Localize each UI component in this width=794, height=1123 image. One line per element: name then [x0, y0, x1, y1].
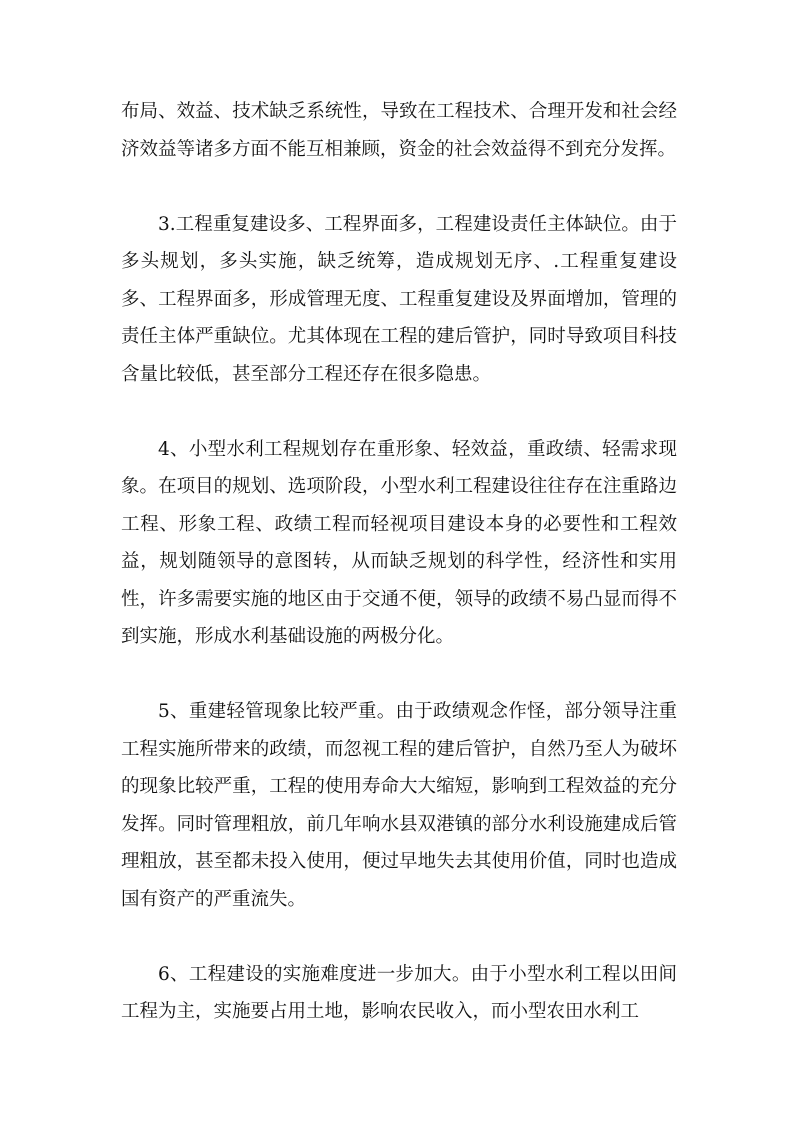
paragraph-item-6: 6、工程建设的实施难度进一步加大。由于小型水利工程以田间工程为主，实施要占用土地，影响农民收入，而小型农田水利工 [121, 963, 677, 1022]
document-body [121, 93, 677, 1031]
paragraph-item-3: 3.工程重复建设多、工程界面多，工程建设责任主体缺位。由于多头规划，多头实施，缺乏统筹，造成规划无序、.工程重复建设多、工程界面多，形成管理无度、工程重复建设及界面增加，管理的责任主体严重缺位。尤其体现在工程的建后管护，同时导致项目科技含量比较低，甚至部分工程还存在很多隐患。 [121, 213, 677, 385]
paragraph-item-5: 5、重建轻管现象比较严重。由于政绩观念作怪，部分领导注重工程实施所带来的政绩，而忽视工程的建后管护，自然乃至人为破坏的现象比较严重，工程的使用寿命大大缩短，影响到工程效益的充分发挥。同时管理粗放，前几年响水县双港镇的部分水利设施建成后管理粗放，甚至都未投入使用，便过早地失去其使用价值，同时也造成国有资产的严重流失。 [121, 701, 677, 910]
paragraph-continuation: 布局、效益、技术缺乏系统性，导致在工程技术、合理开发和社会经济效益等诸多方面不能互相兼顾，资金的社会效益得不到充分发挥。 [121, 101, 677, 160]
paragraph-item-4: 4、小型水利工程规划存在重形象、轻效益，重政绩、轻需求现象。在项目的规划、选项阶段，小型水利工程建设往往存在注重路边工程、形象工程、政绩工程而轻视项目建设本身的必要性和工程效益，规划随领导的意图转，从而缺乏规划的科学性，经济性和实用性，许多需要实施的地区由于交通不便，领导的政绩不易凸显而得不到实施，形成水利基础设施的两极分化。 [121, 438, 677, 647]
